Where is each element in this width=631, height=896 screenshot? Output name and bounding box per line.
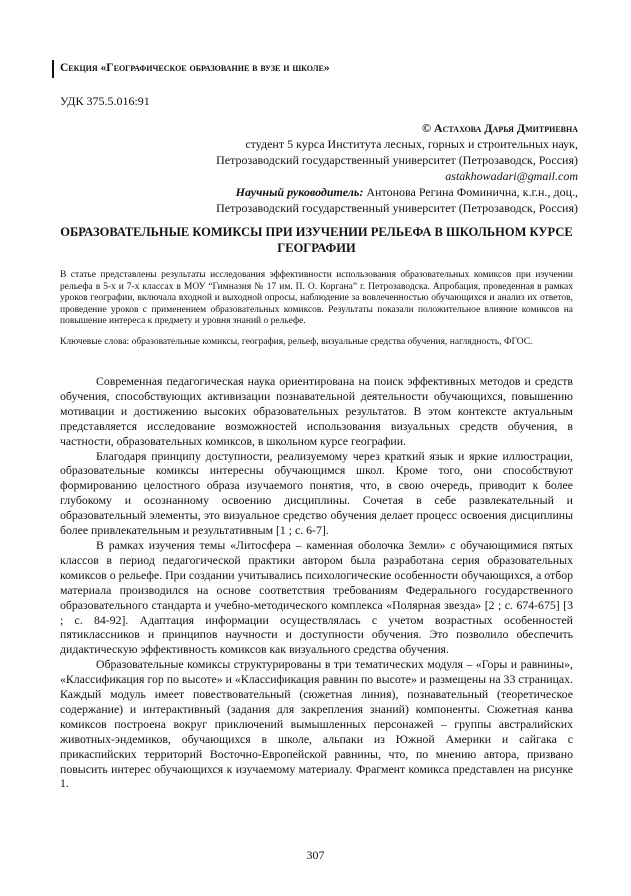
author-position: студент 5 курса Института лесных, горных и строительных наук, <box>245 137 578 151</box>
supervisor-label: Научный руководитель: <box>235 185 364 199</box>
author-affiliation: Петрозаводский государственный университет (Петрозаводск, Россия) <box>216 153 578 167</box>
supervisor-affiliation: Петрозаводский государственный университет (Петрозаводск, Россия) <box>216 201 578 215</box>
author-email: astakhowadari@gmail.com <box>445 169 578 183</box>
page-number: 307 <box>306 848 325 862</box>
body-paragraph: Благодаря принципу доступности, реализуемому через краткий язык и яркие иллюстрации, образовательные комиксы интересны обучающимся школ. Кроме того, они способствуют формированию целостного образа изучаемого понятия, что, в свою очередь, приводит к более глубокому и осознанному освоению дисциплины. Сочетая в себе развлекательный и образовательный элементы, это визуальное средство обучения делает процесс освоения дисциплины более привлекательным и результативным [1 ; с. 6-7]. <box>60 448 573 538</box>
author-block <box>58 120 578 216</box>
body-paragraph: В рамках изучения темы «Литосфера – каменная оболочка Земли» с обучающимися пятых классов в период педагогической практики автором была разработана серия образовательных комиксов о рельефе. При создании учитывались психологические особенности обучающихся, а отбор материала производился на основе соответствия требованиям Федерального государственного образовательного стандарта и учебно-методического комплекса «Полярная звезда» [2 ; с. 674-675] [3 ; с. 84-92]. Адаптация информации осуществлялась с учетом возрастных особенностей пятиклассников и принципов научности и доступности обучения. Это позволило обеспечить дидактическую эффективность комиксов как визуального средства обучения. <box>60 537 573 657</box>
supervisor-name: Антонова Регина Фоминична, к.г.н., доц., <box>363 185 578 199</box>
section-header <box>60 62 580 74</box>
supervisor-line <box>58 184 578 200</box>
section-title: Секция «Географическое образование в вузе и школе» <box>60 62 330 74</box>
abstract: В статье представлены результаты исследования эффективности использования образовательных комиксов при изучении рельефа в 5-х и 7-х классах в МОУ “Гимназия № 17 им. П. О. Коргана” г. Петрозаводска. Апробация, проведенная в рамках уроков географии, включала входной и выходной опросы, наблюдение за вовлеченностью обучающихся и анализ их ответов, проведение уроков с применением образовательных комиксов. Результаты показали положительное влияние комиксов на повышение интереса к предмету и уровня знаний о рельефе. <box>60 270 573 327</box>
article-title: ОБРАЗОВАТЕЛЬНЫЕ КОМИКСЫ ПРИ ИЗУЧЕНИИ РЕЛЬЕФА В ШКОЛЬНОМ КУРСЕ ГЕОГРАФИИ <box>60 225 573 255</box>
udk-code: УДК 375.5.016:91 <box>60 94 150 108</box>
article-body <box>60 374 573 791</box>
keywords: Ключевые слова: образовательные комиксы, география, рельеф, визуальные средства обучения, наглядность, ФГОС. <box>60 337 533 347</box>
author-name: © Астахова Дарья Дмитриевна <box>421 121 578 135</box>
body-paragraph: Образовательные комиксы структурированы в три тематических модуля – «Горы и равнины», «Классификация гор по высоте» и «Классификация равнин по высоте» и размещены на 33 страницах. Каждый модуль имеет повествовательный (сюжетная линия), познавательный (теоретическое содержание) и интерактивный (задания для закрепления знаний) компоненты. Сюжетная канва комиксов построена вокруг приключений вымышленных персонажей – группы австралийских животных-эндемиков, обучающихся в школе, альпаки из Южной Америки и сайгака с прикаспийских территорий Восточно-Европейской равнины, что, по мнению автора, призвано повысить интерес обучающихся к изучаемому материалу. Фрагмент комикса представлен на рисунке 1. <box>60 657 573 791</box>
body-paragraph: Современная педагогическая наука ориентирована на поиск эффективных методов и средств обучения, способствующих активизации познавательной деятельности обучающихся, повышению мотивации и достижению высоких образовательных результатов. В этом контексте актуальным представляется исследование возможностей использования визуальных средств обучения, в частности, образовательных комиксов, в школьном курсе географии. <box>60 374 573 448</box>
section-marker-bar <box>52 60 54 78</box>
